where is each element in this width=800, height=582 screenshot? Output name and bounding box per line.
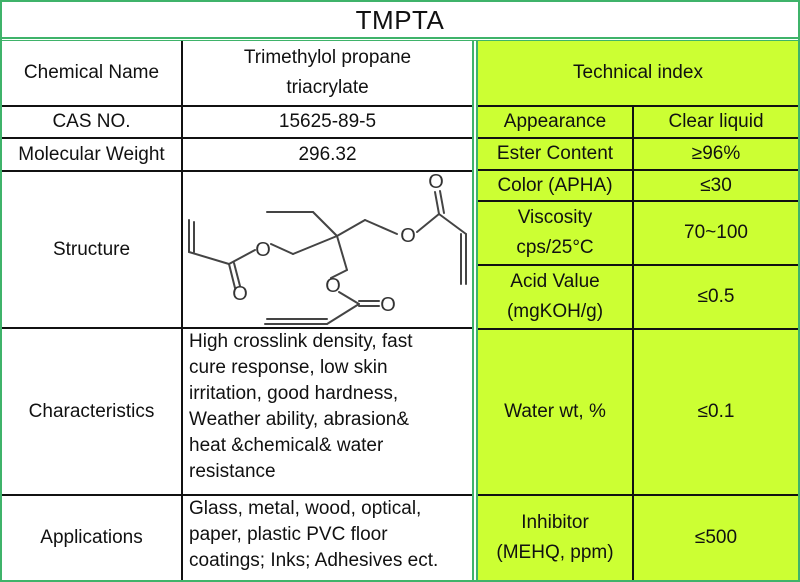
svg-text:O: O <box>428 172 444 193</box>
spec-name-appearance: Appearance <box>503 111 607 132</box>
label-applications: Applications <box>40 527 143 548</box>
spec-name-viscosity <box>478 202 632 264</box>
acid-value-label: Acid Value <box>510 271 600 292</box>
spec-name-water: Water wt, % <box>504 401 606 422</box>
characteristics-line: heat &chemical& water <box>189 435 384 456</box>
svg-text:O: O <box>255 239 271 261</box>
spec-value-water: ≤0.1 <box>697 401 735 422</box>
value-chemical-name <box>183 41 472 105</box>
spec-name-acid-value <box>478 266 632 328</box>
applications-line: paper, plastic PVC floor <box>189 524 388 545</box>
page-title: TMPTA <box>355 4 445 35</box>
applications-line: coatings; Inks; Adhesives ect. <box>189 550 439 571</box>
spec-value-viscosity: 70~100 <box>684 222 748 243</box>
technical-index-header: Technical index <box>573 62 703 83</box>
spec-name-color: Color (APHA) <box>497 174 613 196</box>
label-structure: Structure <box>52 238 131 260</box>
inhibitor-label: Inhibitor <box>521 512 589 533</box>
structure-diagram <box>183 172 471 326</box>
applications-line: Glass, metal, wood, optical, <box>189 498 422 519</box>
characteristics-line: cure response, low skin <box>189 357 388 378</box>
spec-name-ester-content: Ester Content <box>496 143 614 164</box>
label-chemical-name: Chemical Name <box>23 62 160 83</box>
label-cas-no: CAS NO. <box>52 111 131 132</box>
spec-value-appearance: Clear liquid <box>668 111 764 132</box>
chemical-name-line1: Trimethylol propane <box>243 47 412 68</box>
spec-name-inhibitor <box>478 496 632 580</box>
viscosity-label: Viscosity <box>517 207 593 228</box>
label-characteristics: Characteristics <box>28 400 155 422</box>
acid-value-unit: (mgKOH/g) <box>506 301 604 322</box>
chemical-name-line2: triacrylate <box>286 77 369 98</box>
spec-value-inhibitor: ≤500 <box>694 527 738 548</box>
value-characteristics <box>183 329 472 494</box>
characteristics-line: High crosslink density, fast <box>189 331 413 352</box>
panel-divider <box>472 41 474 580</box>
svg-text:O: O <box>380 294 396 316</box>
spec-value-acid-value: ≤0.5 <box>697 286 735 307</box>
value-cas-no: 15625-89-5 <box>278 111 377 132</box>
viscosity-unit: cps/25°C <box>516 237 594 258</box>
characteristics-line: Weather ability, abrasion& <box>189 409 410 430</box>
characteristics-line: irritation, good hardness, <box>189 383 399 404</box>
spec-value-ester-content: ≥96% <box>691 143 741 164</box>
svg-text:O: O <box>232 283 248 305</box>
label-molecular-weight: Molecular Weight <box>18 143 165 165</box>
value-molecular-weight: 296.32 <box>298 143 357 165</box>
value-applications <box>183 496 472 580</box>
characteristics-line: resistance <box>189 461 276 482</box>
spec-value-color: ≤30 <box>700 174 732 196</box>
svg-text:O: O <box>325 275 341 297</box>
inhibitor-unit: (MEHQ, ppm) <box>496 542 614 563</box>
tmpta-molecule-icon <box>183 172 471 326</box>
svg-text:O: O <box>400 225 416 247</box>
